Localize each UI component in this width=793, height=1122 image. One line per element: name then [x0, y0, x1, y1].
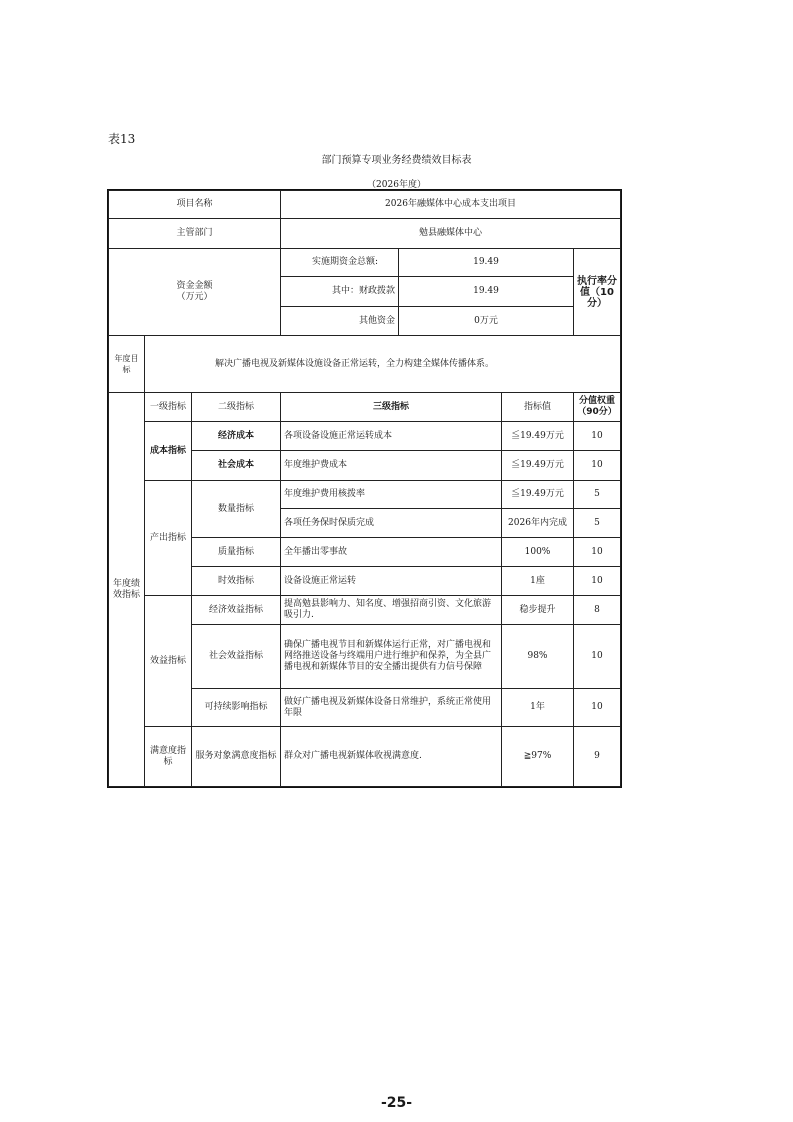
- funds-other-value: 0万元: [398, 306, 574, 336]
- level3-text: 年度维护费成本: [280, 450, 502, 481]
- level3-text: 年度维护费用核拨率: [280, 480, 502, 509]
- table-label: 表13: [108, 132, 136, 146]
- level3-text: 各项任务保时保质完成: [280, 508, 502, 538]
- indicator-value: 1年: [501, 688, 574, 727]
- department-value: 勉县融媒体中心: [280, 218, 621, 249]
- indicator-value: 98%: [501, 624, 574, 689]
- indicator-weight: 10: [573, 688, 621, 727]
- page-number: -25-: [380, 1095, 413, 1111]
- column-header-level3: 三级指标: [280, 392, 502, 422]
- level1-satisfaction: 满意度指标: [144, 726, 192, 787]
- indicator-value: 100%: [501, 537, 574, 567]
- column-header-value: 指标值: [501, 392, 574, 422]
- level3-text: 设备设施正常运转: [280, 566, 502, 596]
- funds-fiscal-value: 19.49: [398, 276, 574, 307]
- annual-goal-text: 解决广播电视及新媒体设施设备正常运转，全力构建全媒体传播体系。: [144, 335, 621, 393]
- level2-quantity: 数量指标: [191, 480, 281, 538]
- indicator-value: ≦19.49万元: [501, 450, 574, 481]
- level1-output: 产出指标: [144, 480, 192, 596]
- column-header-level2: 二级指标: [191, 392, 281, 422]
- funds-label: 资金金额 （万元）: [108, 248, 281, 336]
- funds-total-label: 实施期资金总额:: [280, 248, 399, 277]
- column-header-weight: 分值权重（90分）: [573, 392, 621, 422]
- funds-fiscal-label: 其中：财政拨款: [280, 276, 399, 307]
- funds-other-label: 其他资金: [280, 306, 399, 336]
- indicator-weight: 10: [573, 537, 621, 567]
- indicator-weight: 5: [573, 480, 621, 509]
- level3-text: 各项设备设施正常运转成本: [280, 421, 502, 451]
- level2-social-benefit: 社会效益指标: [191, 624, 281, 689]
- indicator-weight: 10: [573, 450, 621, 481]
- indicator-value: 1座: [501, 566, 574, 596]
- level3-text: 群众对广播电视新媒体收视满意度.: [280, 726, 502, 787]
- annual-goal-label: 年度目标: [108, 335, 145, 393]
- indicator-weight: 10: [573, 566, 621, 596]
- level1-cost: 成本指标: [144, 421, 192, 481]
- funds-total-value: 19.49: [398, 248, 574, 277]
- indicator-value: ≦19.49万元: [501, 480, 574, 509]
- level3-text: 提高勉县影响力、知名度、增强招商引资、文化旅游吸引力.: [280, 595, 502, 625]
- indicator-value: ≧97%: [501, 726, 574, 787]
- project-name-value: 2026年融媒体中心成本支出项目: [280, 190, 621, 219]
- level2-quality: 质量指标: [191, 537, 281, 567]
- indicator-weight: 10: [573, 421, 621, 451]
- department-label: 主管部门: [108, 218, 281, 249]
- level3-text: 全年播出零事故: [280, 537, 502, 567]
- level3-text: 做好广播电视及新媒体设备日常维护，系统正常使用年限: [280, 688, 502, 727]
- column-header-level1: 一级指标: [144, 392, 192, 422]
- execution-rate-label: 执行率分值（10分）: [573, 248, 621, 336]
- indicator-weight: 10: [573, 624, 621, 689]
- level2-economic-cost: 经济成本: [191, 421, 281, 451]
- indicator-weight: 5: [573, 508, 621, 538]
- indicator-value: ≦19.49万元: [501, 421, 574, 451]
- level1-benefit: 效益指标: [144, 595, 192, 727]
- level2-service-satisfaction: 服务对象满意度指标: [191, 726, 281, 787]
- document-year: （2026年度）: [367, 180, 426, 190]
- project-name-label: 项目名称: [108, 190, 281, 219]
- level2-timeliness: 时效指标: [191, 566, 281, 596]
- indicator-weight: 8: [573, 595, 621, 625]
- indicator-value: 2026年内完成: [501, 508, 574, 538]
- indicators-section-label: 年度绩效指标: [108, 392, 145, 787]
- level2-economic-benefit: 经济效益指标: [191, 595, 281, 625]
- document-title: 部门预算专项业务经费绩效目标表: [321, 155, 472, 166]
- level2-sustainability: 可持续影响指标: [191, 688, 281, 727]
- indicator-value: 稳步提升: [501, 595, 574, 625]
- level2-social-cost: 社会成本: [191, 450, 281, 481]
- indicator-weight: 9: [573, 726, 621, 787]
- level3-text: 确保广播电视节目和新媒体运行正常，对广播电视和网络推送设备与终端用户进行维护和保养，为全县广播电视和新媒体节目的安全播出提供有力信号保障: [280, 624, 502, 689]
